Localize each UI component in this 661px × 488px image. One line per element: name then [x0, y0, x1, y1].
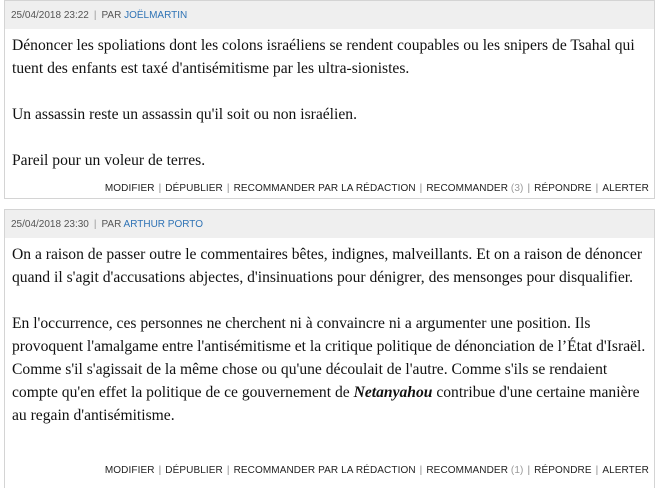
recommend-button[interactable]	[426, 465, 523, 476]
paragraph-text: contribue d'une certaine manière au regain d'antisémitisme.	[12, 384, 640, 424]
author-link[interactable]: ARTHUR PORTO	[123, 219, 203, 230]
emphasis-netanyahou: Netanyahou	[353, 384, 433, 401]
by-label: PAR	[101, 219, 122, 230]
comment-body	[5, 238, 654, 427]
comment-paragraph: Dénoncer les spoliations dont les colons israéliens se rendent coupables ou les snipers de Tsahal qui tuent des enfants est taxé d'antisémitisme par les ultra-sionistes.	[12, 37, 635, 77]
recommend-label: RECOMMANDER	[426, 183, 509, 194]
comment-meta	[5, 1, 654, 29]
alert-button[interactable]: ALERTER	[602, 465, 649, 476]
comment-meta	[5, 210, 654, 238]
comment-paragraph: Un assassin reste un assassin qu'il soit ou non israélien.	[12, 106, 357, 123]
recommend-count: (1)	[510, 465, 524, 476]
comment-actions: MODIFIER | DÉPUBLIER | RECOMMANDER PAR LA RÉDACTION | RECOMMANDER (3) | RÉPONDRE | ALERTER	[104, 183, 649, 194]
comment-1	[4, 0, 655, 199]
comment-body	[5, 29, 654, 172]
paragraph-text: En l'occurrence, ces personnes ne cherchent ni à convaincre ni a argumenter une position. Ils provoquent l'amalgame entre l'antisémitisme et la critique politique de dénonciation de l’État d'Israël. Comme s'il s'agissait de la même chose ou qu'une découlait de l'autre. Comme s'ils se rendaient compte qu'en effet la politique de ce gouvernement de	[12, 315, 646, 401]
recommend-label: RECOMMANDER	[426, 465, 509, 476]
recommend-count: (3)	[510, 183, 524, 194]
comment-paragraph	[12, 312, 650, 427]
comment-date: 25/04/2018 23:30	[11, 219, 89, 230]
by-label: PAR	[101, 10, 122, 21]
comment-date: 25/04/2018 23:22	[11, 10, 89, 21]
modify-button[interactable]: MODIFIER	[104, 465, 155, 476]
unpublish-button[interactable]: DÉPUBLIER	[165, 183, 223, 194]
comment-2	[4, 209, 655, 488]
reply-button[interactable]: RÉPONDRE	[534, 183, 592, 194]
author-link[interactable]: JOËLMARTIN	[124, 10, 188, 21]
meta-separator: |	[93, 10, 97, 21]
modify-button[interactable]: MODIFIER	[104, 183, 155, 194]
recommend-button[interactable]	[426, 183, 523, 194]
recommend-editorial-button[interactable]: RECOMMANDER PAR LA RÉDACTION	[233, 465, 416, 476]
comment-actions: MODIFIER | DÉPUBLIER | RECOMMANDER PAR LA RÉDACTION | RECOMMANDER (1) | RÉPONDRE | ALERTER	[104, 465, 649, 476]
comment-paragraph: On a raison de passer outre le commentaires bêtes, indignes, malveillants. Et on a raison de dénoncer quand il s'agit d'accusations abjectes, d'insinuations pour dénigrer, des mensonges pour disqualifier.	[12, 246, 643, 286]
meta-separator: |	[93, 219, 97, 230]
reply-button[interactable]: RÉPONDRE	[534, 465, 592, 476]
comment-paragraph: Pareil pour un voleur de terres.	[12, 152, 206, 169]
unpublish-button[interactable]: DÉPUBLIER	[165, 465, 223, 476]
alert-button[interactable]: ALERTER	[602, 183, 649, 194]
recommend-editorial-button[interactable]: RECOMMANDER PAR LA RÉDACTION	[233, 183, 416, 194]
